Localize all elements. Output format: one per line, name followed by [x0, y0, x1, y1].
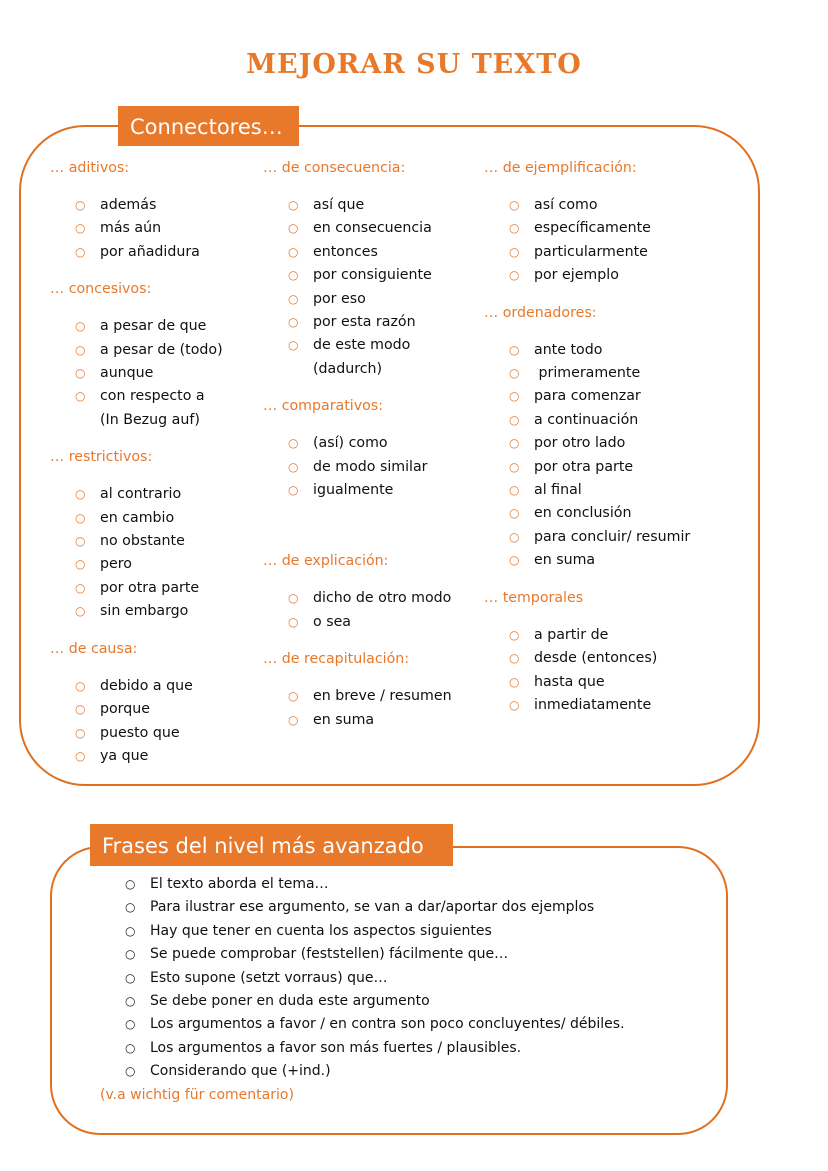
- connector-item: [263, 456, 478, 479]
- connector-group: [50, 446, 250, 623]
- circle-bullet-icon: ○: [125, 1017, 136, 1032]
- advanced-phrase-item: [100, 896, 625, 919]
- circle-bullet-icon: ○: [125, 994, 136, 1009]
- connector-item-text: aunque: [100, 365, 154, 382]
- connector-item: [484, 456, 734, 479]
- connector-item: [50, 600, 250, 623]
- circle-bullet-icon: ○: [509, 483, 520, 498]
- circle-bullet-icon: ○: [75, 580, 86, 595]
- advanced-phrase-item: [100, 1013, 625, 1036]
- connector-item-text: o sea: [313, 613, 352, 630]
- circle-bullet-icon: ○: [288, 244, 299, 259]
- connector-item: [484, 217, 734, 240]
- circle-bullet-icon: ○: [75, 487, 86, 502]
- connectors-column-1: [50, 157, 250, 768]
- connector-item-text: por ejemplo: [534, 267, 619, 284]
- connectors-column-3: [484, 157, 734, 717]
- connector-item: [50, 745, 250, 768]
- circle-bullet-icon: ○: [75, 725, 86, 740]
- connector-item: [484, 624, 734, 647]
- advanced-phrase-text: Los argumentos a favor son más fuertes / plausibles.: [150, 1039, 522, 1056]
- connector-item-text: en breve / resumen: [313, 688, 452, 705]
- connector-item-text: en suma: [534, 552, 596, 569]
- connector-item-text: en cambio: [100, 509, 175, 526]
- connector-item-text: así que: [313, 197, 365, 213]
- circle-bullet-icon: ○: [125, 900, 136, 915]
- circle-bullet-icon: ○: [509, 244, 520, 259]
- circle-bullet-icon: ○: [509, 697, 520, 712]
- circle-bullet-icon: ○: [125, 947, 136, 962]
- circle-bullet-icon: ○: [509, 553, 520, 568]
- circle-bullet-icon: ○: [75, 319, 86, 334]
- connector-group: [263, 648, 478, 732]
- circle-bullet-icon: ○: [509, 674, 520, 689]
- advanced-phrase-item: [100, 1037, 625, 1060]
- advanced-phrase-text: Considerando que (+ind.): [150, 1063, 331, 1080]
- advanced-phrase-item: [100, 990, 625, 1013]
- connector-item-text: para comenzar: [534, 388, 641, 405]
- advanced-phrase-item: [100, 1060, 625, 1083]
- connector-item-text: puesto que: [100, 724, 180, 741]
- circle-bullet-icon: ○: [288, 338, 299, 353]
- circle-bullet-icon: ○: [509, 268, 520, 283]
- connector-item-text: a pesar de (todo): [100, 341, 223, 358]
- circle-bullet-icon: ○: [75, 342, 86, 357]
- connector-item: [263, 358, 478, 381]
- connector-item: [484, 526, 734, 549]
- connector-item-text: por otra parte: [534, 458, 634, 475]
- connector-item: [50, 241, 250, 264]
- connector-list: [263, 587, 478, 634]
- advanced-phrase-text: Se debe poner en duda este argumento: [150, 993, 430, 1010]
- connector-item: [484, 194, 734, 217]
- connector-group-heading: … ordenadores:: [484, 304, 597, 321]
- connector-group-heading: … concesivos:: [50, 281, 152, 298]
- connector-item-text: por consiguiente: [313, 267, 432, 284]
- connector-item-text: en conclusión: [534, 505, 632, 522]
- connector-item: [484, 339, 734, 362]
- connector-group-heading: … de consecuencia:: [263, 160, 406, 176]
- connector-item: [50, 362, 250, 385]
- connector-item-text: sin embargo: [100, 603, 189, 620]
- connector-group: [484, 157, 734, 288]
- connectors-column-2: [263, 157, 478, 732]
- connector-item-text: de modo similar: [313, 458, 428, 475]
- circle-bullet-icon: ○: [288, 483, 299, 498]
- connector-item: [50, 577, 250, 600]
- connector-item-text: por esta razón: [313, 314, 416, 331]
- advanced-phrase-item: [100, 967, 625, 990]
- connector-list: [484, 624, 734, 718]
- advanced-phrase-item: [100, 920, 625, 943]
- circle-bullet-icon: ○: [125, 1064, 136, 1079]
- connector-list: [263, 685, 478, 732]
- circle-bullet-icon: ○: [288, 712, 299, 727]
- connector-group-heading: … de explicación:: [263, 553, 389, 570]
- connector-group-heading: … de causa:: [50, 640, 138, 657]
- circle-bullet-icon: ○: [75, 244, 86, 259]
- connector-item-text: así como: [534, 197, 598, 213]
- connector-item-text: ya que: [100, 747, 149, 764]
- connector-group-heading: … de ejemplificación:: [484, 160, 637, 176]
- connector-item: [50, 722, 250, 745]
- circle-bullet-icon: ○: [288, 268, 299, 283]
- connector-item: [484, 362, 734, 385]
- connector-list: [50, 483, 250, 623]
- connector-list: [50, 194, 250, 264]
- connector-item: [50, 194, 250, 217]
- connector-item: [484, 479, 734, 502]
- connector-group-heading: … de recapitulación:: [263, 651, 410, 668]
- connector-list: [484, 194, 734, 288]
- connector-item-text: específicamente: [534, 220, 651, 237]
- circle-bullet-icon: ○: [125, 877, 136, 891]
- connector-item: [50, 675, 250, 698]
- circle-bullet-icon: ○: [288, 315, 299, 330]
- circle-bullet-icon: ○: [509, 221, 520, 236]
- connector-item-text: entonces: [313, 243, 378, 260]
- circle-bullet-icon: ○: [288, 291, 299, 306]
- circle-bullet-icon: ○: [509, 506, 520, 521]
- connector-item-text: más aún: [100, 220, 162, 237]
- connector-list: [50, 315, 250, 432]
- circle-bullet-icon: ○: [509, 529, 520, 544]
- connector-item: [484, 694, 734, 717]
- connector-item-text: en suma: [313, 711, 375, 728]
- connector-list: [263, 194, 478, 381]
- connector-item-text: porque: [100, 701, 150, 718]
- connector-item: [263, 288, 478, 311]
- connector-group-heading: … restrictivos:: [50, 449, 153, 466]
- connector-item-text: por otro lado: [534, 435, 626, 452]
- connector-item-text: debido a que: [100, 677, 193, 694]
- connector-item: [263, 241, 478, 264]
- circle-bullet-icon: ○: [288, 198, 299, 212]
- circle-bullet-icon: ○: [75, 366, 86, 381]
- circle-bullet-icon: ○: [75, 702, 86, 717]
- connector-group-heading: … comparativos:: [263, 398, 383, 415]
- advanced-phrase-text: Se puede comprobar (feststellen) fácilmente que…: [150, 946, 509, 963]
- advanced-phrases-list: [100, 873, 625, 1107]
- circle-bullet-icon: ○: [75, 748, 86, 763]
- connector-item: [263, 685, 478, 708]
- connector-item-text: primeramente: [534, 365, 641, 382]
- connector-item-text: particularmente: [534, 243, 648, 260]
- connector-group: [50, 157, 250, 264]
- connector-item: [263, 217, 478, 240]
- connectors-tab: Connectores…: [118, 106, 299, 146]
- connector-item: [263, 194, 478, 217]
- circle-bullet-icon: ○: [288, 591, 299, 606]
- connector-group: [484, 587, 734, 718]
- connector-item-text: igualmente: [313, 482, 394, 499]
- circle-bullet-icon: ○: [75, 534, 86, 549]
- connector-group: [50, 278, 250, 432]
- circle-bullet-icon: ○: [75, 221, 86, 236]
- connector-list: [50, 675, 250, 769]
- connector-item: [50, 553, 250, 576]
- connector-item: [263, 479, 478, 502]
- circle-bullet-icon: ○: [75, 604, 86, 619]
- connector-item-text: de este modo: [313, 337, 411, 354]
- connector-item-text: ante todo: [534, 341, 603, 358]
- connector-item: [484, 409, 734, 432]
- connector-item-text: por otra parte: [100, 579, 200, 596]
- circle-bullet-icon: ○: [75, 198, 86, 212]
- connector-item: [50, 698, 250, 721]
- connector-item-text: dicho de otro modo: [313, 590, 452, 607]
- connector-item: [50, 530, 250, 553]
- circle-bullet-icon: ○: [509, 459, 520, 474]
- circle-bullet-icon: ○: [509, 342, 520, 357]
- circle-bullet-icon: ○: [75, 557, 86, 572]
- advanced-phrase-item: [100, 943, 625, 966]
- connector-item: [484, 647, 734, 670]
- connector-group: [263, 157, 478, 381]
- advanced-phrase-text: Para ilustrar ese argumento, se van a dar/aportar dos ejemplos: [150, 899, 595, 916]
- connector-item-text: (In Bezug auf): [100, 411, 200, 428]
- connector-item-text: al contrario: [100, 486, 182, 503]
- advanced-phrase-text: Esto supone (setzt vorraus) que…: [150, 969, 388, 986]
- advanced-phrases-tab: Frases del nivel más avanzado: [90, 824, 453, 866]
- connector-item: [50, 385, 250, 408]
- advanced-phrase-items: [100, 873, 625, 1084]
- circle-bullet-icon: ○: [125, 970, 136, 985]
- connector-item: [484, 432, 734, 455]
- circle-bullet-icon: ○: [509, 198, 520, 212]
- connector-item: [484, 671, 734, 694]
- connector-item: [50, 409, 250, 432]
- connector-item: [484, 385, 734, 408]
- advanced-phrase-text: El texto aborda el tema…: [150, 876, 329, 892]
- connector-item-text: (así) como: [313, 435, 388, 452]
- connector-item: [263, 311, 478, 334]
- connector-item: [50, 483, 250, 506]
- connector-item: [484, 549, 734, 572]
- advanced-footnote: (v.a wichtig für comentario): [100, 1086, 294, 1103]
- connector-item: [50, 507, 250, 530]
- circle-bullet-icon: ○: [288, 614, 299, 629]
- circle-bullet-icon: ○: [509, 627, 520, 642]
- connector-item-text: a partir de: [534, 626, 609, 643]
- connector-item: [263, 264, 478, 287]
- circle-bullet-icon: ○: [75, 389, 86, 404]
- connector-item: [263, 709, 478, 732]
- connector-item-text: desde (entonces): [534, 650, 658, 667]
- circle-bullet-icon: ○: [125, 923, 136, 938]
- connector-item-text: por eso: [313, 290, 366, 307]
- circle-bullet-icon: ○: [75, 678, 86, 693]
- connector-item-text: inmediatamente: [534, 696, 652, 713]
- connector-item-text: hasta que: [534, 673, 605, 690]
- advanced-phrase-text: Hay que tener en cuenta los aspectos siguientes: [150, 922, 492, 939]
- advanced-phrase-text: Los argumentos a favor / en contra son poco concluyentes/ débiles.: [150, 1016, 625, 1033]
- circle-bullet-icon: ○: [288, 689, 299, 704]
- connector-item: [484, 264, 734, 287]
- connector-item-text: al final: [534, 482, 582, 499]
- connector-item: [263, 432, 478, 455]
- circle-bullet-icon: ○: [288, 436, 299, 451]
- connector-item: [263, 611, 478, 634]
- connector-item-text: no obstante: [100, 533, 185, 550]
- connector-item: [50, 339, 250, 362]
- connector-group: [263, 395, 478, 502]
- connector-group-heading: … aditivos:: [50, 160, 130, 176]
- connector-item-text: a pesar de que: [100, 318, 207, 335]
- circle-bullet-icon: ○: [509, 436, 520, 451]
- connector-list: [484, 339, 734, 573]
- connector-item-text: a continuación: [534, 411, 639, 428]
- connector-item-text: pero: [100, 556, 132, 573]
- connector-item-text: (dadurch): [313, 360, 383, 377]
- connector-group: [484, 302, 734, 573]
- connector-item-text: para concluir/ resumir: [534, 528, 691, 545]
- page-title: MEJORAR SU TEXTO: [246, 49, 582, 80]
- circle-bullet-icon: ○: [288, 459, 299, 474]
- circle-bullet-icon: ○: [509, 412, 520, 427]
- connector-list: [263, 432, 478, 502]
- connector-item: [263, 587, 478, 610]
- circle-bullet-icon: ○: [509, 389, 520, 404]
- connector-item-text: con respecto a: [100, 388, 205, 405]
- circle-bullet-icon: ○: [125, 1040, 136, 1055]
- connector-group-heading: … temporales: [484, 589, 584, 606]
- connector-item: [263, 334, 478, 357]
- circle-bullet-icon: ○: [509, 366, 520, 381]
- circle-bullet-icon: ○: [288, 221, 299, 236]
- connector-item: [484, 502, 734, 525]
- connector-group: [50, 638, 250, 769]
- circle-bullet-icon: ○: [509, 651, 520, 666]
- connector-item: [484, 241, 734, 264]
- connector-item-text: por añadidura: [100, 243, 200, 260]
- connector-item: [50, 315, 250, 338]
- connector-item-text: además: [100, 197, 157, 213]
- connector-item: [50, 217, 250, 240]
- connector-group: [263, 550, 478, 634]
- connector-item-text: en consecuencia: [313, 220, 432, 237]
- circle-bullet-icon: ○: [75, 510, 86, 525]
- advanced-phrase-item: [100, 873, 625, 896]
